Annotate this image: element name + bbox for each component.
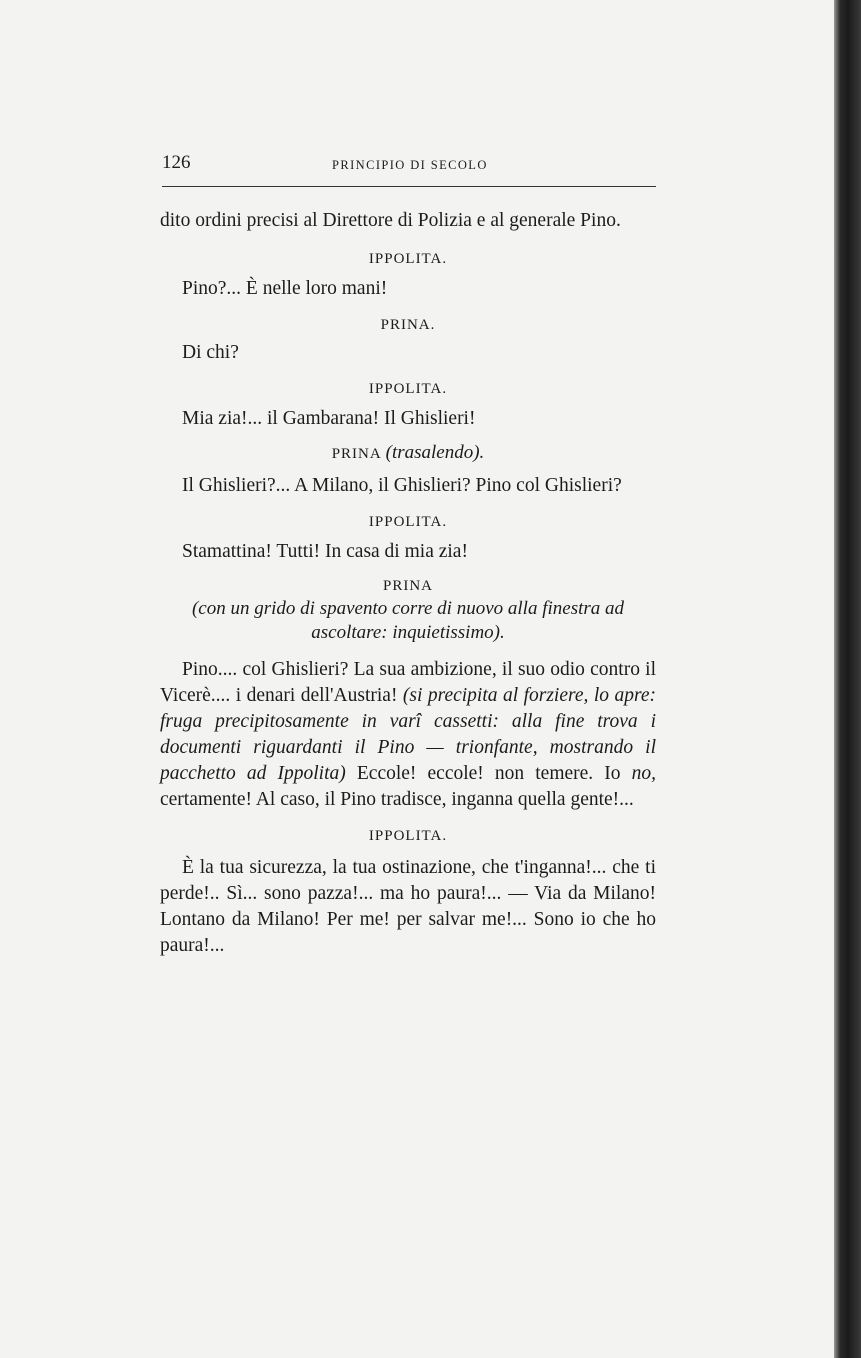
running-title: PRINCIPIO DI SECOLO: [332, 158, 488, 172]
page-body: [160, 200, 656, 959]
paragraph: Di chi?: [182, 342, 239, 363]
page-header: [162, 150, 656, 180]
paragraph: È la tua sicurezza, la tua ostinazione, che t'inganna!... che ti perde!.. Sì... sono pazza!... ma ho paura!... — Via da Milano! Lontano da Milano! Per me! per salvar me!... Sono io che ho paura!...: [160, 857, 656, 956]
dialogue-text: Pino.... col Ghislieri? La sua ambizione, il suo odio contro il Vicerè.... i denari dell'Austria!: [160, 659, 656, 706]
paragraph: Mia zia!... il Gambarana! Il Ghislieri!: [182, 408, 476, 429]
speaker-label: IPPOLITA.: [368, 514, 448, 530]
stage-direction: (trasalendo).: [385, 442, 485, 463]
speaker-label: PRINA.: [380, 317, 436, 333]
dialogue-text: Eccole! eccole! non temere. Io: [356, 763, 621, 784]
speaker-label: PRINA: [382, 578, 433, 594]
speaker-label: PRINA: [331, 446, 381, 462]
speaker-label: IPPOLITA.: [368, 381, 448, 397]
paragraph: Pino?... È nelle loro mani!: [182, 278, 388, 299]
paragraph: Stamattina! Tutti! In casa di mia zia!: [182, 541, 468, 562]
page-edge-shadow: [834, 0, 861, 1358]
stage-direction: (si precipita al forziere, lo apre: fruga precipitosamente in varî cassetti: alla fine trova i documenti riguardanti il Pino — trionfante, mostrando il pacchetto ad Ippolita): [160, 685, 656, 784]
dialogue-text: certamente! Al caso, il Pino tradisce, inganna quella gente!...: [160, 789, 634, 810]
paragraph: dito ordini precisi al Direttore di Polizia e al generale Pino.: [160, 210, 621, 231]
speaker-label: IPPOLITA.: [368, 251, 448, 267]
emphasis-text: no,: [631, 763, 657, 784]
paragraph: [160, 657, 656, 813]
paragraph: Il Ghislieri?... A Milano, il Ghislieri? Pino col Ghislieri?: [182, 475, 622, 496]
speaker-label: IPPOLITA.: [368, 828, 448, 844]
page-number: 126: [162, 152, 191, 173]
stage-direction: (con un grido di spavento corre di nuovo alla finestra ad ascoltare: inquietissimo).: [191, 598, 625, 643]
header-rule: [162, 186, 656, 187]
speaker-line: [160, 442, 656, 465]
